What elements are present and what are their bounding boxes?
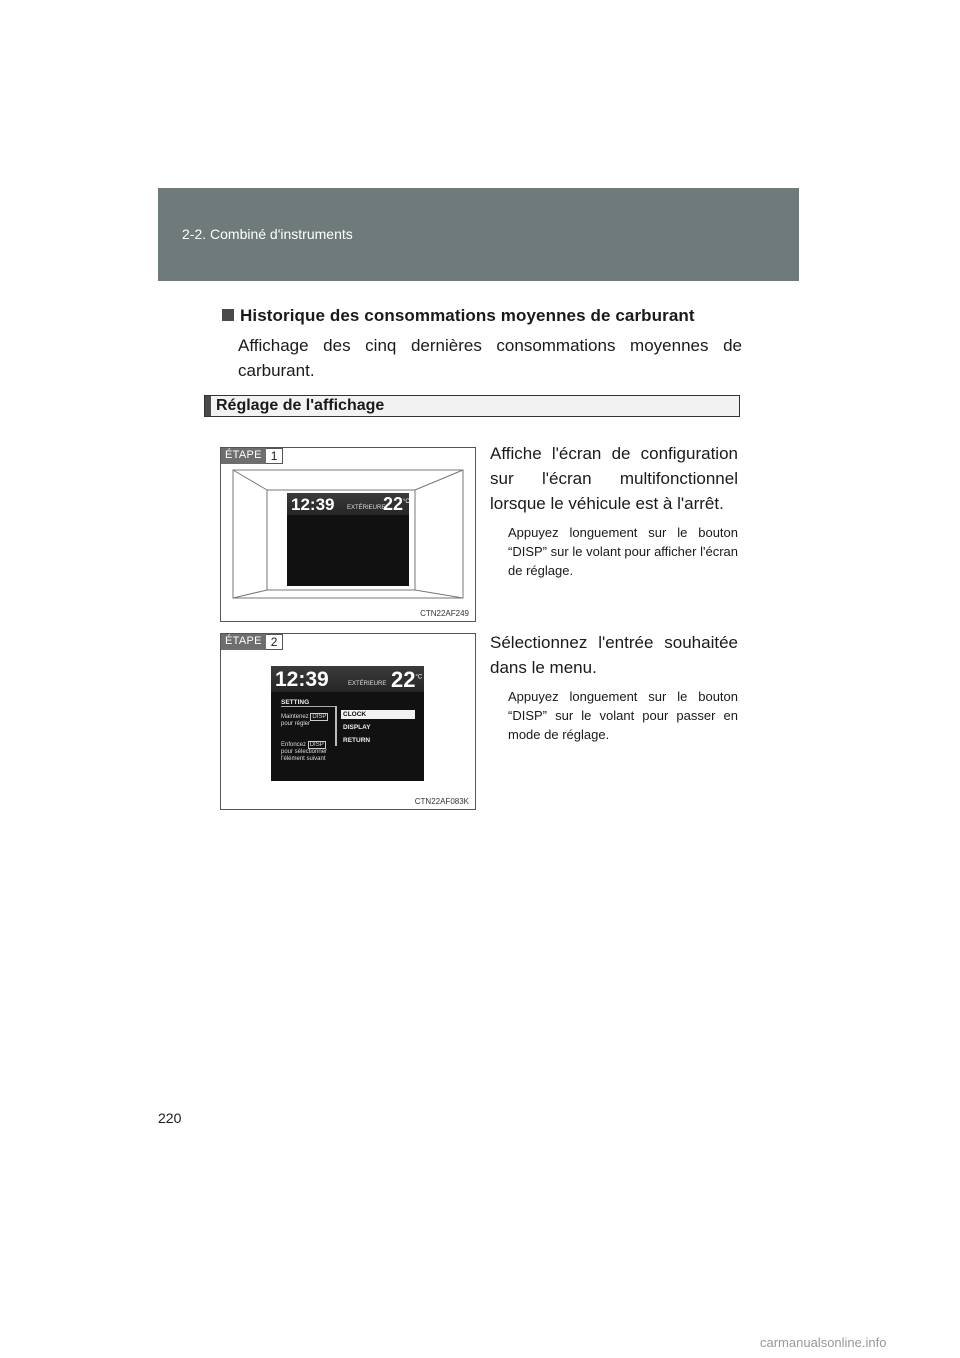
disp-badge: DISP [312, 714, 327, 720]
page-header [158, 188, 799, 281]
step2-text [490, 630, 738, 744]
step1-text [490, 441, 738, 580]
hold-hint: Maintenez DISP pour régler [281, 714, 327, 727]
page-number: 220 [158, 1110, 182, 1126]
outside-label: EXTÉRIEURE [347, 505, 386, 511]
figure-code: CTN22AF083K [414, 797, 469, 806]
section-title [222, 306, 742, 326]
outside-temp: $22^{^\circ C}$ [391, 667, 423, 692]
step-word: ÉTAPE [221, 448, 266, 464]
breadcrumb: 2-2. Combiné d'instruments [182, 226, 353, 242]
clock-time: 12:39 [291, 495, 335, 514]
step1-display [287, 493, 409, 586]
display-header [271, 666, 424, 692]
display-header [287, 493, 409, 515]
step2-label [221, 634, 283, 650]
step1-figure [220, 447, 476, 622]
setting-title: SETTING [281, 699, 335, 707]
section-title-text: Historique des consommations moyennes de carburant [240, 306, 695, 325]
menu-item-return: RETURN [343, 737, 371, 744]
fuel-history-section [222, 306, 742, 383]
step2-display [271, 666, 424, 781]
clock-time: 12:39 [275, 668, 329, 691]
menu-scroll-bar [335, 706, 337, 746]
press-hint: Enfoncez DISP pour sélectionner l'élément suivant [281, 742, 328, 762]
bar-marker [205, 396, 211, 416]
square-bullet-icon [222, 309, 234, 321]
figure-code: CTN22AF249 [420, 609, 469, 618]
menu-item-display: DISPLAY [343, 724, 371, 731]
outside-temp: $22^{^\circ C}$ [383, 494, 410, 514]
menu-item-clock: CLOCK [343, 711, 367, 718]
step2-instruction: Sélectionnez l'entrée souhaitée dans le menu. [490, 633, 738, 677]
settings-heading: Réglage de l'affichage [216, 397, 385, 414]
step1-instruction: Affiche l'écran de configuration sur l'écran multifonctionnel lorsque le véhicule est à l'arrêt. [490, 444, 738, 513]
step-number: 2 [266, 634, 284, 650]
step-word: ÉTAPE [221, 634, 266, 650]
step2-note: Appuyez longuement sur le bouton “DISP” sur le volant pour passer en mode de réglage. [508, 689, 738, 742]
settings-heading-bar [204, 395, 740, 417]
watermark: carmanualsonline.info [760, 1335, 887, 1350]
section-body: Affichage des cinq dernières consommations moyennes de carburant. [238, 336, 742, 380]
disp-badge: DISP [309, 742, 324, 748]
step1-note: Appuyez longuement sur le bouton “DISP” sur le volant pour afficher l'écran de réglage. [508, 525, 738, 578]
outside-label: EXTÉRIEURE [348, 681, 387, 687]
step-number: 1 [266, 448, 284, 464]
step2-figure [220, 633, 476, 810]
